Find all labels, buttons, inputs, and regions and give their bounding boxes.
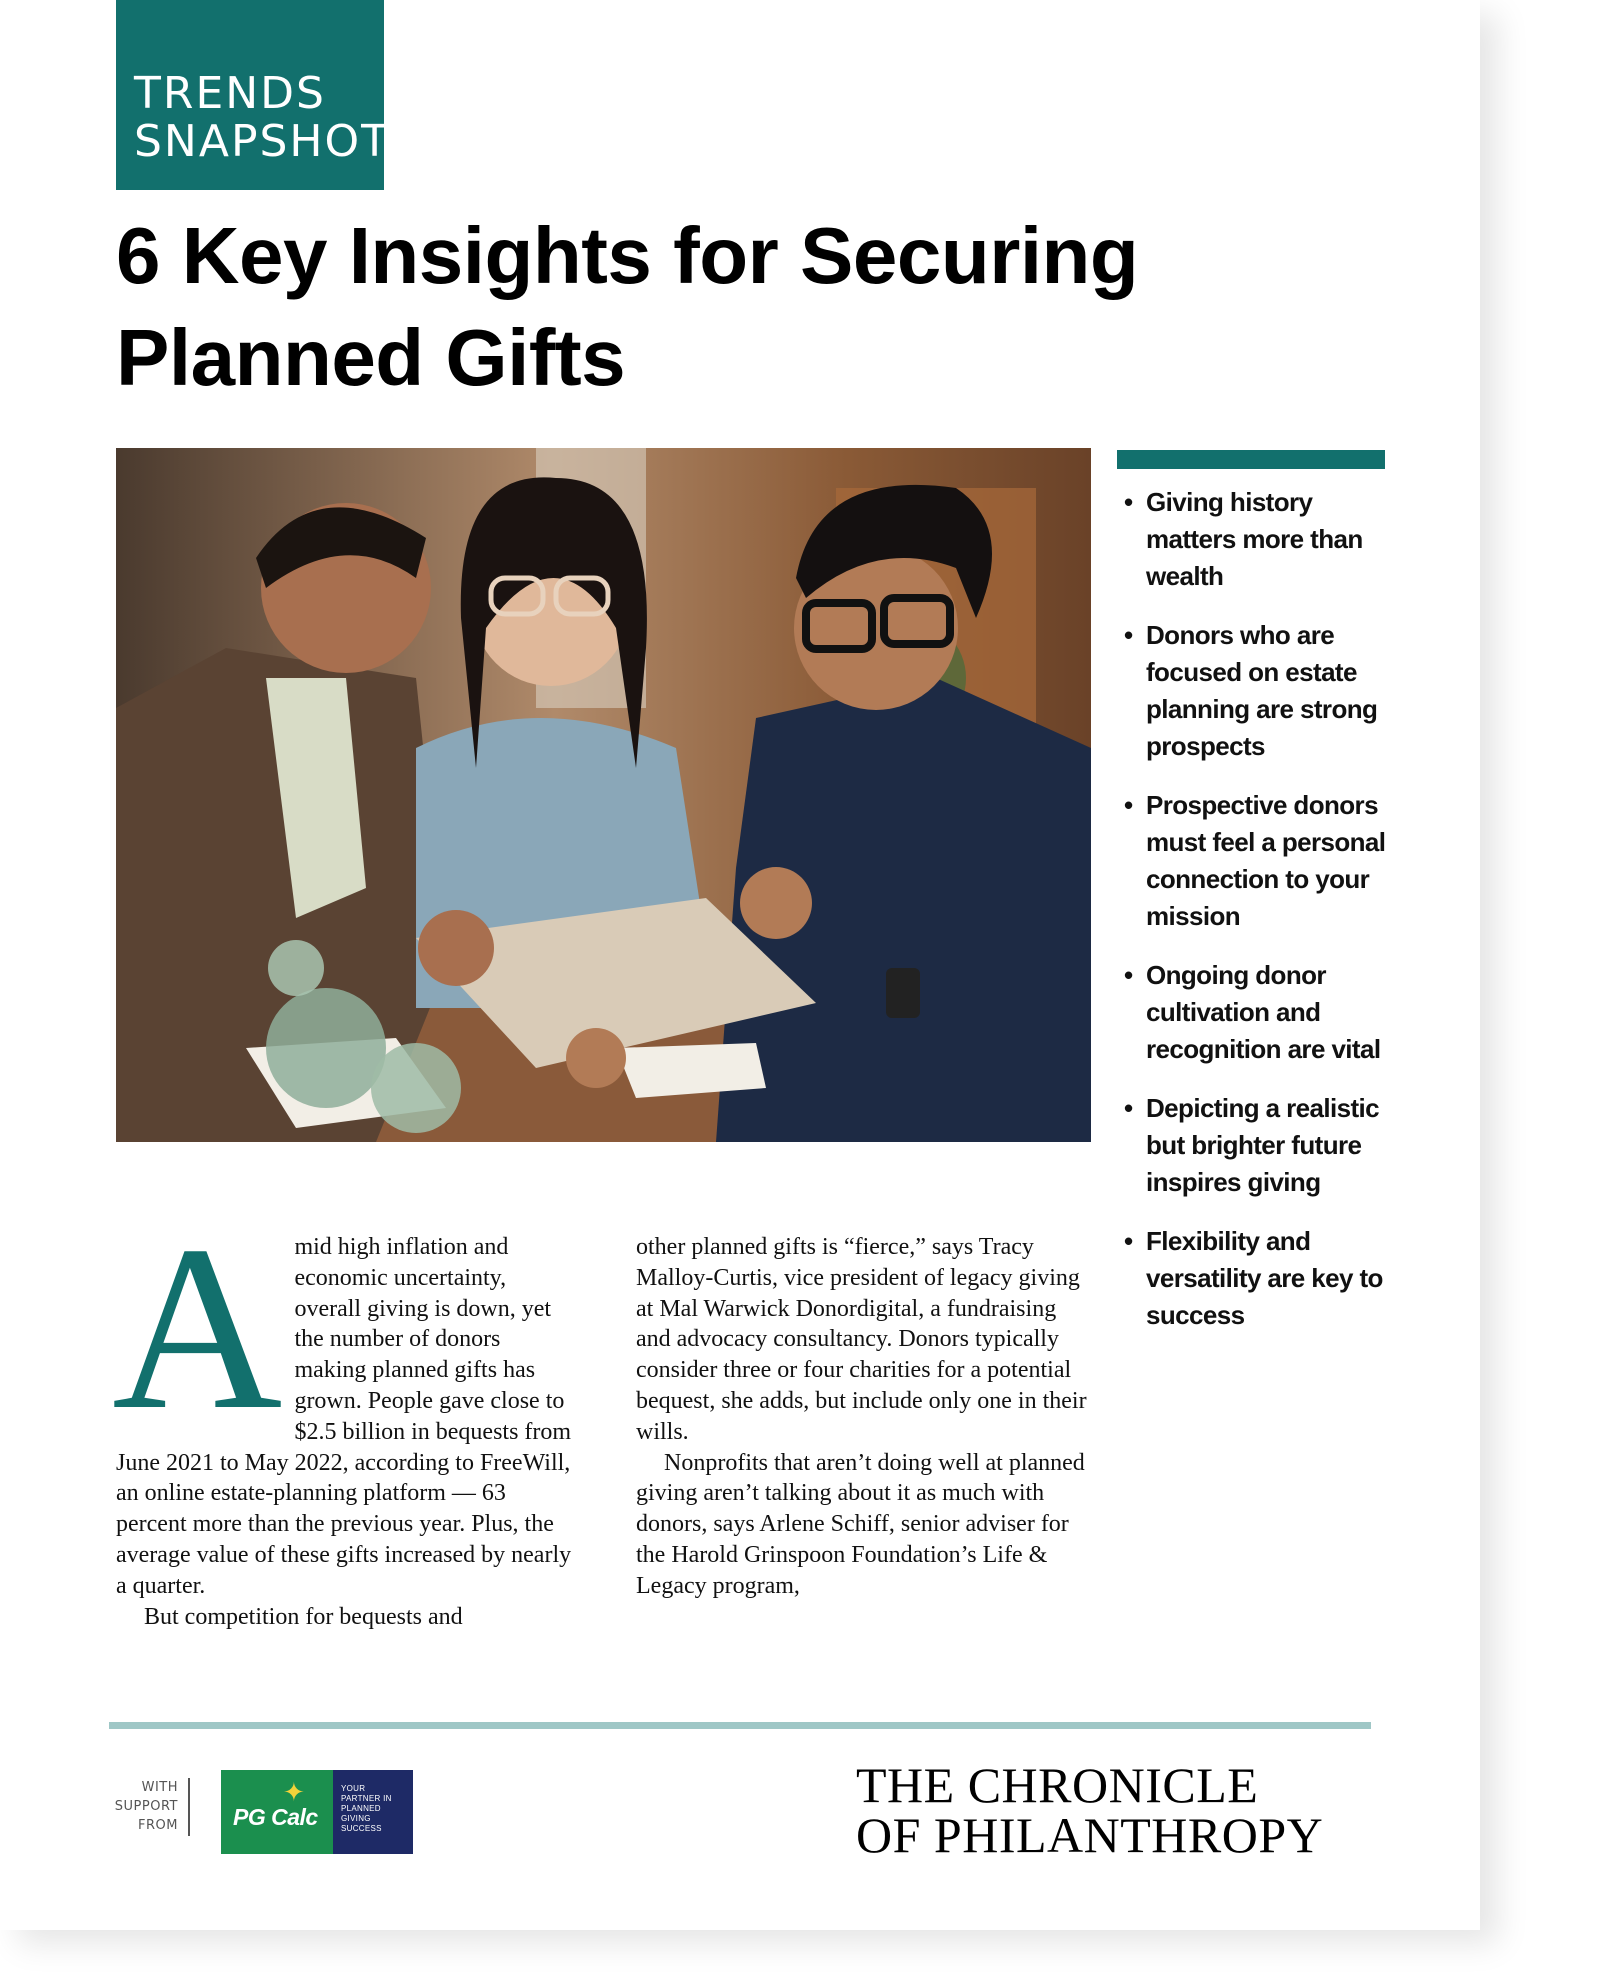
publisher-line-1: THE CHRONICLE bbox=[856, 1757, 1259, 1813]
sponsor-name: PG Calc bbox=[233, 1804, 318, 1830]
article-text: mid high inflation and economic uncertainty, overall giving is down, yet the number of donors making planned gifts has grown. People gave close to $2.5 billion in bequests from June 2021 to May 2022, according to FreeWill, an online estate-planning platform — 63 percent more than the previous year. Plus, the average value of these gifts increased by nearly a quarter. bbox=[116, 1234, 572, 1599]
list-item: • Prospective donors must feel a personal connection to your mission bbox=[1124, 787, 1394, 935]
publisher-logo bbox=[856, 1757, 1324, 1863]
support-divider bbox=[188, 1778, 190, 1836]
hero-photo-illustration bbox=[116, 448, 1091, 1142]
sponsor-logo bbox=[221, 1770, 413, 1854]
article-paragraph: other planned gifts is “fierce,” says Tracy Malloy-Curtis, vice president of legacy giving at Mal Warwick Donordigital, a fundraising and advocacy consultancy. Donors typically consider three or four charities for a potential bequest, she adds, but include only one in their wills. bbox=[636, 1234, 1087, 1445]
support-line: WITH bbox=[141, 1780, 178, 1795]
publisher-line-2: OF PHILANTHROPY bbox=[856, 1807, 1324, 1863]
list-item: • Donors who are focused on estate planning are strong prospects bbox=[1124, 617, 1394, 765]
article-paragraph: Nonprofits that aren’t doing well at planned giving aren’t talking about it as much with donors, says Arlene Schiff, senior adviser for the Harold Grinspoon Foundation’s Life & Legacy program, bbox=[636, 1449, 1085, 1599]
sparkle-icon: ✦ bbox=[283, 1778, 305, 1808]
article-paragraph: But competition for bequests and bbox=[144, 1603, 463, 1630]
article-column-2 bbox=[636, 1232, 1096, 1602]
list-item: • Flexibility and versatility are key to success bbox=[1124, 1223, 1394, 1334]
footer-rule bbox=[109, 1722, 1371, 1729]
trends-snapshot-tag bbox=[116, 0, 391, 190]
article-column-1 bbox=[112, 1198, 576, 1632]
list-item: • Ongoing donor cultivation and recognition are vital bbox=[1124, 957, 1394, 1068]
list-item: • Depicting a realistic but brighter future inspires giving bbox=[1124, 1090, 1394, 1201]
page-title: 6 Key Insights for Securing Planned Gifts bbox=[116, 211, 1139, 402]
key-insights-list bbox=[1124, 484, 1394, 1356]
tag-line-1: TRENDS bbox=[134, 68, 326, 119]
article-paragraph bbox=[112, 1198, 576, 1602]
hero-photo bbox=[116, 448, 1091, 1142]
support-credit bbox=[112, 1778, 178, 1835]
drop-cap: A bbox=[112, 1198, 283, 1459]
support-line: SUPPORT bbox=[114, 1799, 178, 1814]
sponsor-tagline: YOUR PARTNER IN PLANNED GIVING SUCCESS bbox=[341, 1784, 392, 1833]
support-line: FROM bbox=[138, 1818, 178, 1833]
list-item: • Giving history matters more than wealth bbox=[1124, 484, 1394, 595]
sidebar-accent-bar bbox=[1117, 450, 1385, 469]
tag-line-2: SNAPSHOT bbox=[134, 116, 391, 167]
